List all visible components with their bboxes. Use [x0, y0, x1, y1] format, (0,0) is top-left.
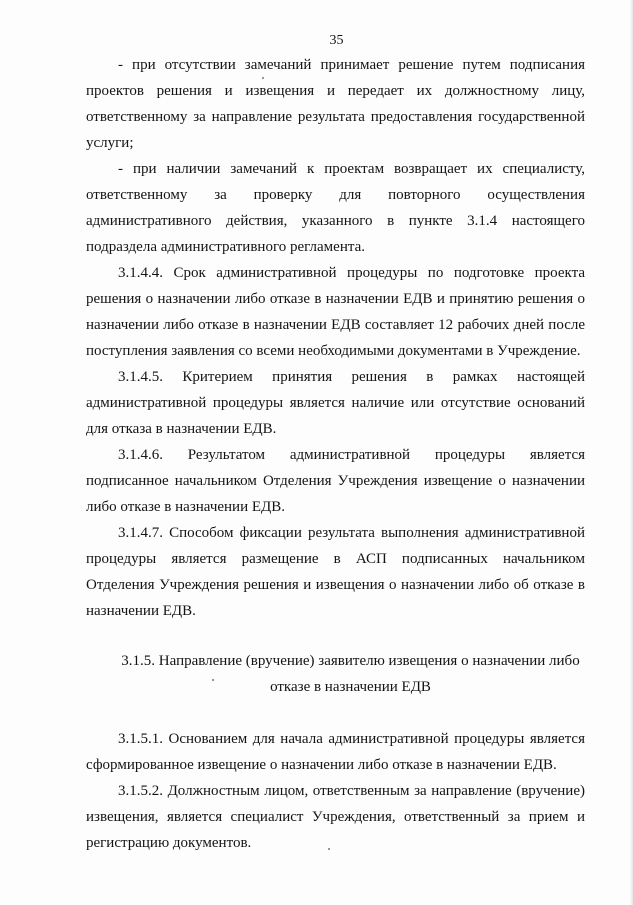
scan-speck	[262, 77, 264, 79]
paragraph-3-1-4-4: 3.1.4.4. Срок административной процедуры по подготовке проекта решения о назначении либо отказе в назначении ЕДВ и принятию решения о назначении либо отказе в назначении ЕДВ составляет 12 рабочих дней после поступления заявления со всеми необходимыми документами в Учреждение.	[86, 265, 585, 359]
paragraph-3-1-4-7: 3.1.4.7. Способом фиксации результата выполнения административной процедуры является размещение в АСП подписанных начальником Отделения Учреждения решения и извещения о назначении либо об отказе в назначении ЕДВ.	[86, 525, 585, 619]
spacer	[86, 624, 585, 648]
section-heading-line-1: 3.1.5. Направление (вручение) заявителю извещения о назначении либо	[121, 653, 580, 669]
page-body	[86, 52, 585, 856]
spacer	[86, 700, 585, 726]
paragraph-3-1-4-5: 3.1.4.5. Критерием принятия решения в рамках настоящей административной процедуры является наличие или отсутствие оснований для отказа в назначении ЕДВ.	[86, 369, 585, 437]
page-number: 35	[329, 33, 344, 48]
paragraph-with-remarks: - при наличии замечаний к проектам возвращает их специалисту, ответственному за проверку для повторного осуществления административного действия, указанного в пункте 3.1.4 настоящего подраздела административного регламента.	[86, 161, 585, 255]
paragraph-3-1-5-2: 3.1.5.2. Должностным лицом, ответственным за направление (вручение) извещения, является специалист Учреждения, ответственный за прием и регистрацию документов.	[86, 783, 585, 851]
scan-speck	[328, 848, 330, 850]
paragraph-no-remarks: - при отсутствии замечаний принимает решение путем подписания проектов решения и извещения и передает их должностному лицу, ответственному за направление результата предоставления государственной услуги;	[86, 57, 585, 151]
paragraph-3-1-5-1: 3.1.5.1. Основанием для начала административной процедуры является сформированное извещение о назначении либо отказе в назначении ЕДВ.	[86, 731, 585, 773]
section-heading-line-2: отказе в назначении ЕДВ	[270, 679, 431, 695]
paragraph-3-1-4-6: 3.1.4.6. Результатом административной процедуры является подписанное начальником Отделения Учреждения извещение о назначении либо отказе в назначении ЕДВ.	[86, 447, 585, 515]
scan-speck	[212, 679, 214, 681]
